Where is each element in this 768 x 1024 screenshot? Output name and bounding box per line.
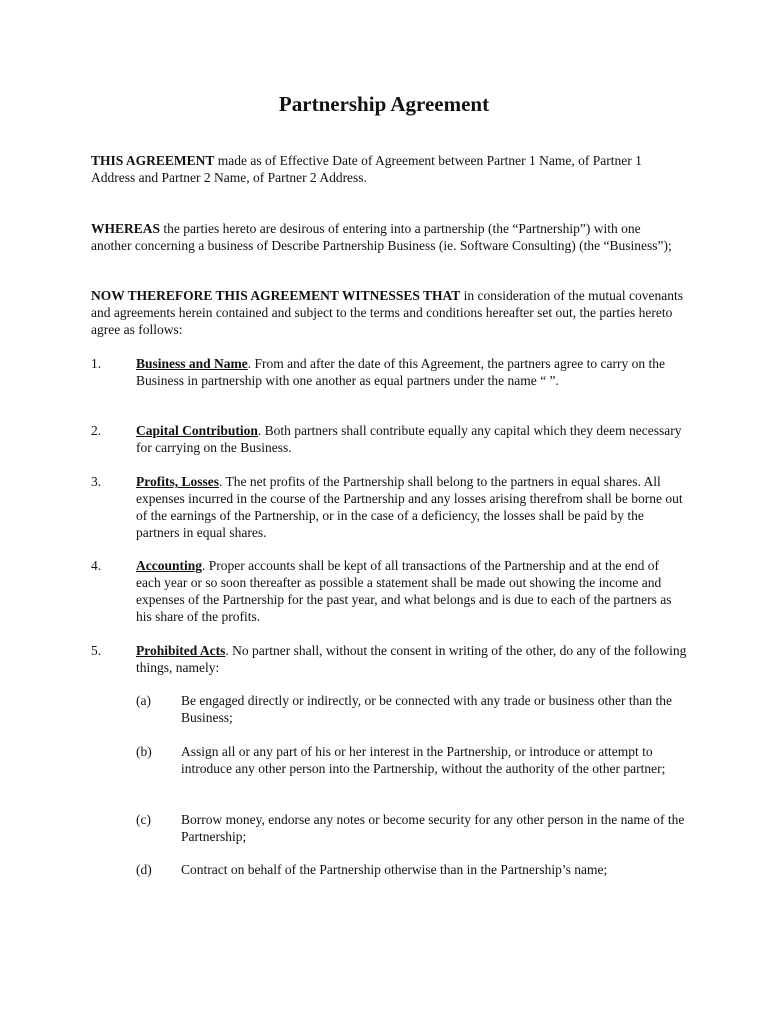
clause-number: 5. [91,643,102,658]
sub-clause-label: (c) [136,812,151,827]
document-title: Partnership Agreement [278,92,490,116]
clause-text: . From and after the date of this Agreement, the partners agree to carry on the Business in partnership with one another as equal partners under the name “ ”. [136,356,665,388]
clause-number: 4. [91,558,102,573]
sub-clause-text: Contract on behalf of the Partnership otherwise than in the Partnership’s name; [181,862,608,877]
whereas-lead: WHEREAS [91,221,161,236]
sub-clause-text: Assign all or any part of his or her interest in the Partnership, or introduce or attempt to introduce any other person into the Partnership, without the authority of the other partner; [181,744,666,776]
now-therefore-paragraph [91,287,683,338]
sub-clause-label: (a) [136,693,151,708]
clause-number: 1. [91,356,102,371]
whereas-paragraph [91,220,683,254]
clause-heading: Profits, Losses [136,474,219,489]
clause-body [136,355,687,389]
sub-clause-text: Be engaged directly or indirectly, or be connected with any trade or business other than the Business; [181,693,672,725]
sub-clause-label: (d) [136,862,152,877]
clause-body [136,473,687,541]
clause-body [136,642,687,676]
clause-heading: Capital Contribution [136,423,258,438]
clause-text: . No partner shall, without the consent in writing of the other, do any of the following things, namely: [136,643,687,675]
clause-number: 2. [91,423,102,438]
clause-text: . Both partners shall contribute equally any capital which they deem necessary for carrying on the Business. [136,423,682,455]
sub-clause-label: (b) [136,744,152,759]
intro-text: made as of Effective Date of Agreement between Partner 1 Name, of Partner 1 Address and Partner 2 Name, of Partner 2 Address. [91,153,642,185]
clause-number: 3. [91,474,102,489]
now-therefore-text: in consideration of the mutual covenants and agreements herein contained and subject to the terms and conditions hereafter set out, the parties hereto agree as follows: [91,288,683,337]
clause-body [136,422,687,456]
clause-text: . The net profits of the Partnership shall belong to the partners in equal shares. All expenses incurred in the course of the Partnership and any losses arising therefrom shall be borne out of the earnings of the Partnership, or in the case of a deficiency, the losses shall be paid by the partners in equal shares. [136,474,683,540]
sub-clause-text: Borrow money, endorse any notes or become security for any other person in the name of the Partnership; [181,812,685,844]
clause-heading: Business and Name [136,356,248,371]
clause-heading: Prohibited Acts [136,643,226,658]
whereas-text: the parties hereto are desirous of entering into a partnership (the “Partnership”) with one another concerning a business of Describe Partnership Business (ie. Software Consulting) (the “Business”); [91,221,672,253]
clause-heading: Accounting [136,558,203,573]
clause-body [136,557,687,625]
intro-paragraph [91,152,683,186]
clause-text: . Proper accounts shall be kept of all transactions of the Partnership and at the end of each year or so soon thereafter as possible a statement shall be made out showing the income and expenses of the Partnership for the past year, and what belongs and is due to each of the partners as his share of the profits. [136,558,672,624]
intro-lead: THIS AGREEMENT [91,153,215,168]
now-therefore-lead: NOW THEREFORE THIS AGREEMENT WITNESSES THAT [91,288,461,303]
